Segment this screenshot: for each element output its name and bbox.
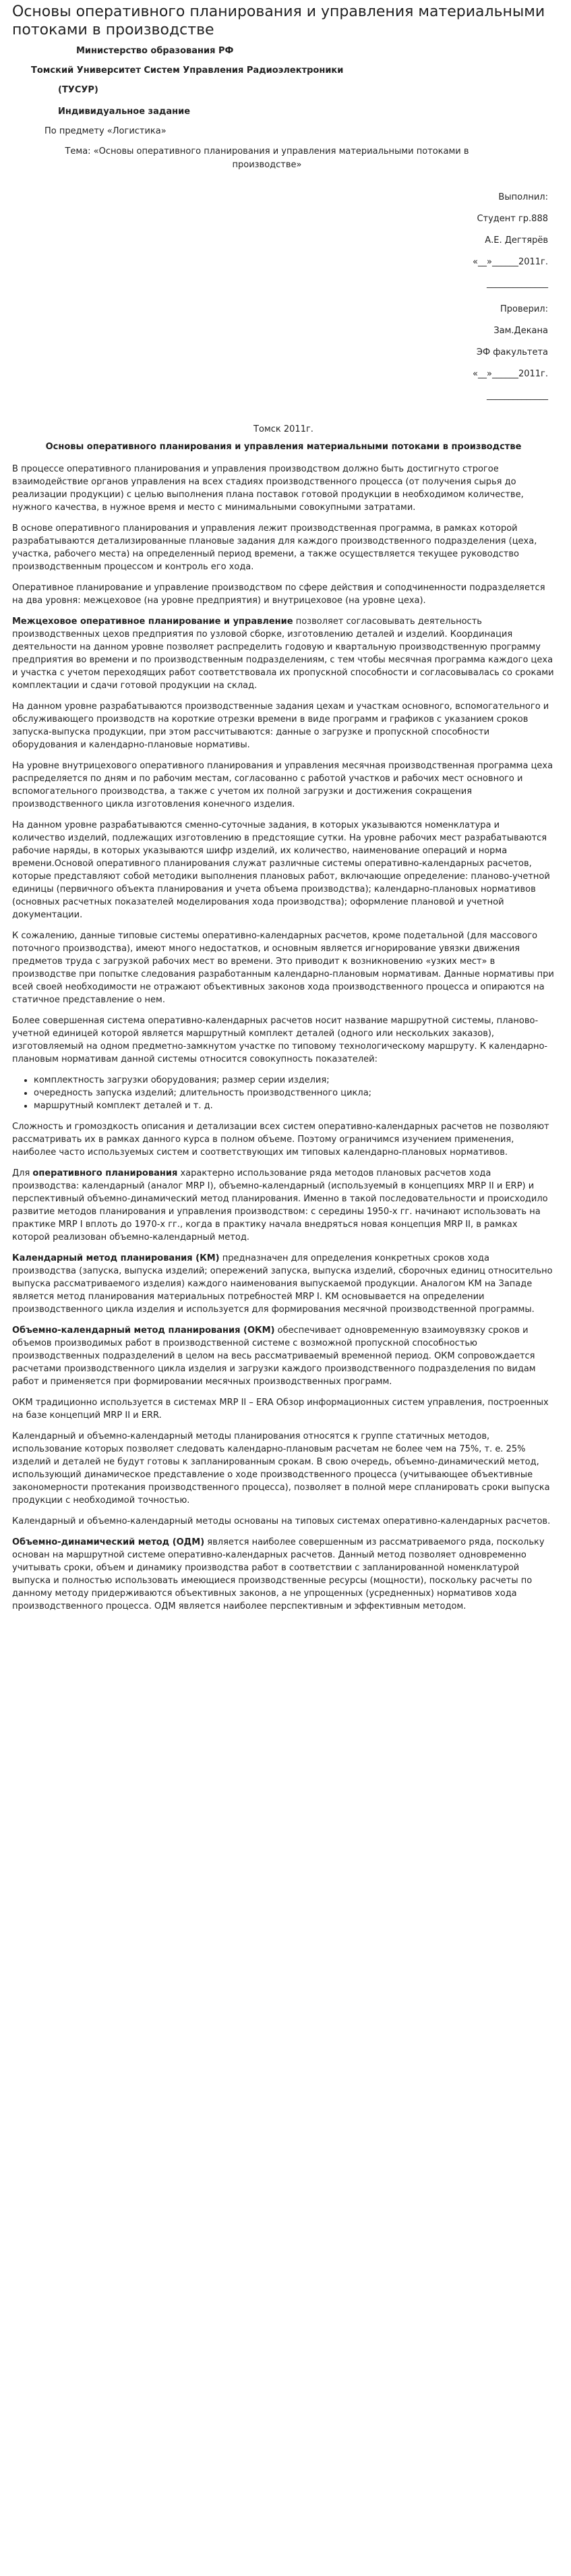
university-abbr: (ТУСУР)	[58, 85, 98, 95]
paragraph-17-text: является наиболее совершенным из рассматриваемого ряда, поскольку основан на маршрутной системе оперативно-календарных расчетов. Данный метод позволяет одновременно учитывать сроки, объем и динамику производства работ в соответствии с запланированной номенклатурой выпуска и полностью использовать имеющиеся производственные ресурсы (мощности), поскольку расчеты по данному методу придерживаются объективных законов, а не упрощенных (усредненных) нормативов хода производственного процесса. ОДМ является наиболее перспективным и эффективным методом.	[12, 1537, 545, 1611]
paragraph-1: В процессе оперативного планирования и управления производством должно быть достигнуто строгое взаимодействие органов управления на всех стадиях производственного процесса (от получения сырья до реализации продукции) с целью выполнения плана поставок готовой продукции в необходимом количестве, нужного качества, в нужное время и место с минимальными совокупными затратами.	[12, 464, 524, 513]
paragraph-12-bold: Календарный метод планирования (КМ)	[12, 1253, 220, 1263]
paragraph-11-pre: Для	[12, 1168, 33, 1178]
topic-line: Тема: «Основы оперативного планирования и управления материальными потоками в производстве»	[65, 146, 469, 170]
task-line: Индивидуальное задание	[58, 107, 191, 117]
paragraph-8: К сожалению, данные типовые системы оперативно-календарных расчетов, кроме подетальной (для массового поточного производства), имеют много недостатков, и основным является игнорирование увязки движения предметов труда с загрузкой рабочих мест во времени. Это приводит к возникновению «узких мест» в производстве при попытке следования разработанным календарно-плановым нормативам. Данные нормативы при всей своей необходимости не отражают объективных законов хода производственного процесса и опираются на статичное представление о нем.	[12, 931, 554, 1005]
indicator-list	[12, 1074, 555, 1112]
list-item: • очередность запуска изделий; длительность производственного цикла;	[34, 1087, 555, 1099]
paragraph-12-text: предназначен для определения конкретных сроков хода производства (запуска, выпуска изделий; опережений запуска, выпуска изделий, сборочных единиц относительно выпуска рассматриваемого изделия) каждого наименования выпускаемой продукции. Аналогом КМ на Западе является метод планирования материальных потребностей MRP I. КМ основывается на определении производственного цикла изделия и используется для формирования месячной производственной программы.	[12, 1253, 553, 1315]
paragraph-10: Сложность и громоздкость описания и детализации всех систем оперативно-календарных расчетов не позволяют рассматривать их в рамках данного курса в полном объеме. Поэтому ограничимся изучением применения, наиболее часто используемых систем и соответствующих им типовых календарно-плановых нормативов.	[12, 1122, 549, 1157]
student-name: А.Е. Дегтярёв	[485, 235, 548, 246]
document-heading: Основы оперативного планирования и управления материальными потоками в производстве	[45, 442, 522, 452]
city-year: Томск 2011г.	[253, 424, 313, 434]
paragraph-14: ОКМ традиционно используется в системах MRP II – ERA Обзор информационных систем управления, построенных на базе концепций MRP II и ERR.	[12, 1398, 549, 1421]
student-signature-line: ______________	[487, 279, 548, 289]
reviewer-position: Зам.Декана	[493, 326, 548, 336]
list-item: • маршрутный комплект деталей и т. д.	[34, 1099, 555, 1112]
ministry-line: Министерство образования РФ	[76, 46, 234, 56]
paragraph-13	[12, 1324, 555, 1388]
paragraph-11	[12, 1167, 555, 1244]
paragraph-13-text: обеспечивает одновременную взаимоувязку сроков и объемов производимых работ в производственной системе с возможной пропускной способностью производственных подразделений в целом на весь рассматриваемый временной период. ОКМ сопровождается расчетами производственного цикла изделия и загрузки каждого производственного подразделения по видам работ и применяется при формировании месячных производственных программ.	[12, 1325, 536, 1387]
paragraph-6: На уровне внутрицехового оперативного планирования и управления месячная производственная программа цеха распределяется по дням и по рабочим местам, согласованно с работой участков и рабочих мест основного и вспомогательного производства, а также с учетом их полной загрузки и достижения сокращения производственного цикла изготовления конечного изделия.	[12, 761, 553, 809]
signature-block	[12, 191, 555, 403]
paragraph-5: На данном уровне разрабатываются производственные задания цехам и участкам основного, вспомогательного и обслуживающего производств на короткие отрезки времени в виде программ и графиков с указанием сроков запуска-выпуска продукции, при этом рассчитываются: данные о загрузке и пропускной способности оборудования и календарно-плановые нормативы.	[12, 702, 549, 750]
paragraph-16: Календарный и объемно-календарный методы основаны на типовых системах оперативно-календарных расчетов.	[12, 1516, 551, 1526]
paragraph-7: На данном уровне разрабатываются сменно-суточные задания, в которых указываются номенклатура и количество изделий, подлежащих изготовлению в предстоящие сутки. На уровне рабочих мест разрабатываются рабочие наряды, в которых указываются шифр изделий, их количество, наименование операций и норма времени.Основой оперативного планирования служат различные системы оперативно-календарных расчетов, которые представляют собой методики выполнения плановых работ, включающие определение: планово-учетной единицы (первичного объекта планирования и учета объема производства); календарно-плановых нормативов (основных расчетных показателей моделирования хода производства); оформление плановой и учетной документации.	[12, 820, 550, 920]
paragraph-4-bold: Межцеховое оперативное планирование и управление	[12, 617, 293, 627]
student-date: «__»______2011г.	[473, 257, 548, 267]
paragraph-15: Календарный и объемно-календарный методы планирования относятся к группе статичных методов, использование которых позволяет следовать календарно-плановым расчетам не более чем на 75%, т. е. 25% изделий и деталей не будут готовы к запланированным срокам. В свою очередь, объемно-динамический метод, использующий динамическое представление о ходе производственного процесса (учитывающее объективные закономерности протекания производственного процесса), позволяет в полной мере спланировать сроки выпуска продукции с необходимой точностью.	[12, 1431, 550, 1506]
paragraph-17	[12, 1536, 555, 1613]
paragraph-17-bold: Объемно-динамический метод (ОДМ)	[12, 1537, 205, 1547]
paragraph-9: Более совершенная система оперативно-календарных расчетов носит название маршрутной системы, планово-учетной единицей которой является маршрутный комплект деталей (одного или нескольких заказов), изготовляемый на одном предметно-замкнутом участке по типовому технологическому маршруту. К календарно-плановым нормативам данной системы относится совокупность показателей:	[12, 1016, 548, 1064]
title-page	[12, 45, 555, 436]
list-item: • комплектность загрузки оборудования; размер серии изделия;	[34, 1074, 555, 1087]
paragraph-4-text: позволяет согласовывать деятельность производственных цехов предприятия по узловой сборке, изготовлению деталей и изделий. Координация деятельности на данном уровне позволяет распределить годовую и квартальную производственную программу предприятия во времени и по производственным подразделениям, с тем чтобы месячная программа каждого цеха и участка с учетом переходящих работ соответствовала их пропускной способности и согласовывалась со сроками комплектации и сдачи готовой продукции на склад.	[12, 617, 554, 691]
reviewer-date: «__»______2011г.	[473, 369, 548, 379]
university-line: Томский Университет Систем Управления Радиоэлектроники	[31, 65, 344, 76]
checked-label: Проверил:	[500, 304, 548, 314]
paragraph-2: В основе оперативного планирования и управления лежит производственная программа, в рамках которой разрабатываются детализированные плановые задания для каждого производственного подразделения (цеха, участка, рабочего места) на определенный период времени, а также осуществляется текущее руководство производственным процессом и контроль его хода.	[12, 523, 537, 572]
paragraph-13-bold: Объемно-календарный метод планирования (ОКМ)	[12, 1325, 275, 1336]
page-title: Основы оперативного планирования и управления материальными потоками в производстве	[12, 3, 545, 38]
reviewer-faculty: ЭФ факультета	[476, 347, 548, 357]
paragraph-12	[12, 1252, 555, 1316]
paragraph-3: Оперативное планирование и управление производством по сфере действия и соподчиненности подразделяется на два уровня: межцеховое (на уровне предприятия) и внутрицеховое (на уровне цеха).	[12, 583, 545, 606]
performed-label: Выполнил:	[498, 192, 548, 202]
document-page	[0, 3, 571, 1613]
paragraph-11-bold: оперативного планирования	[32, 1168, 178, 1178]
student-group: Студент гр.888	[477, 214, 548, 224]
reviewer-signature-line: ______________	[487, 391, 548, 401]
paragraph-11-text: характерно использование ряда методов плановых расчетов хода производства: календарный (аналог MRP I), объемно-календарный (используемый в концепциях MRP II и ERP) и перспективный объемно-динамический метод планирования. Именно в такой последовательности и происходило развитие методов планирования и управления производством: с середины 1950-х гг. начинают использовать на практике MRP I вплоть до 1970-х гг., когда в практику начала внедряться новая концепция MRP II, в рамках которой реализован объемно-календарный метод.	[12, 1168, 548, 1242]
subject-line: По предмету «Логистика»	[44, 126, 167, 136]
paragraph-4	[12, 615, 555, 692]
